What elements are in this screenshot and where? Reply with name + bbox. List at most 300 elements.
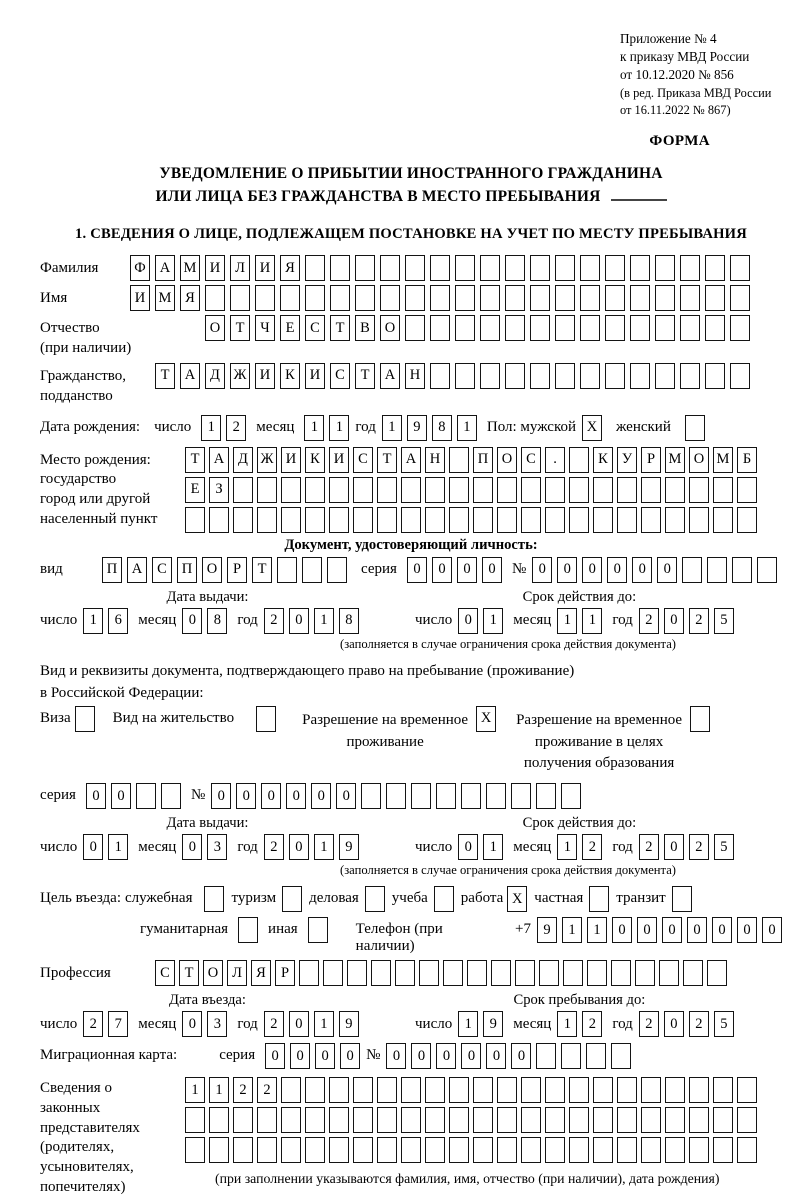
- char-cell[interactable]: [655, 285, 675, 311]
- char-cell[interactable]: 3: [207, 1011, 227, 1037]
- char-cell[interactable]: 0: [311, 783, 331, 809]
- char-cell[interactable]: [377, 1137, 397, 1163]
- char-cell[interactable]: 1: [314, 608, 334, 634]
- char-cell[interactable]: Б: [737, 447, 757, 473]
- char-cell[interactable]: [136, 783, 156, 809]
- char-cell[interactable]: Д: [205, 363, 225, 389]
- char-cell[interactable]: [329, 1077, 349, 1103]
- char-cell[interactable]: [233, 1137, 253, 1163]
- checkbox-cell[interactable]: X: [476, 706, 496, 732]
- char-cell[interactable]: [611, 960, 631, 986]
- char-cell[interactable]: 0: [290, 1043, 310, 1069]
- char-cell[interactable]: [689, 507, 709, 533]
- char-cell[interactable]: 7: [108, 1011, 128, 1037]
- char-cell[interactable]: [683, 960, 703, 986]
- char-cell[interactable]: [405, 285, 425, 311]
- char-cell[interactable]: К: [280, 363, 300, 389]
- char-cell[interactable]: [473, 477, 493, 503]
- char-cell[interactable]: [521, 1137, 541, 1163]
- char-cell[interactable]: [486, 783, 506, 809]
- char-cell[interactable]: [305, 1107, 325, 1133]
- char-cell[interactable]: [580, 315, 600, 341]
- char-cell[interactable]: [630, 255, 650, 281]
- char-cell[interactable]: [569, 1137, 589, 1163]
- char-cell[interactable]: 2: [264, 834, 284, 860]
- char-cell[interactable]: [732, 557, 752, 583]
- char-cell[interactable]: [380, 285, 400, 311]
- char-cell[interactable]: С: [305, 315, 325, 341]
- char-cell[interactable]: [449, 507, 469, 533]
- char-cell[interactable]: [480, 315, 500, 341]
- char-cell[interactable]: [185, 1107, 205, 1133]
- char-cell[interactable]: [281, 1077, 301, 1103]
- char-cell[interactable]: 0: [182, 1011, 202, 1037]
- char-cell[interactable]: [705, 315, 725, 341]
- char-cell[interactable]: [515, 960, 535, 986]
- char-cell[interactable]: [505, 255, 525, 281]
- char-cell[interactable]: А: [155, 255, 175, 281]
- char-cell[interactable]: [605, 285, 625, 311]
- char-cell[interactable]: 5: [714, 1011, 734, 1037]
- char-cell[interactable]: [521, 507, 541, 533]
- char-cell[interactable]: [713, 1137, 733, 1163]
- char-cell[interactable]: Я: [251, 960, 271, 986]
- char-cell[interactable]: [630, 285, 650, 311]
- checkbox-cell[interactable]: [685, 415, 705, 441]
- char-cell[interactable]: [705, 363, 725, 389]
- checkbox-cell[interactable]: [672, 886, 692, 912]
- char-cell[interactable]: Ф: [130, 255, 150, 281]
- char-cell[interactable]: [555, 315, 575, 341]
- char-cell[interactable]: [545, 1137, 565, 1163]
- char-cell[interactable]: М: [180, 255, 200, 281]
- char-cell[interactable]: [545, 1077, 565, 1103]
- char-cell[interactable]: [449, 477, 469, 503]
- char-cell[interactable]: [377, 1077, 397, 1103]
- char-cell[interactable]: [737, 507, 757, 533]
- char-cell[interactable]: [480, 285, 500, 311]
- char-cell[interactable]: 9: [339, 834, 359, 860]
- char-cell[interactable]: [561, 783, 581, 809]
- char-cell[interactable]: [680, 255, 700, 281]
- char-cell[interactable]: И: [329, 447, 349, 473]
- char-cell[interactable]: [305, 285, 325, 311]
- char-cell[interactable]: [680, 315, 700, 341]
- char-cell[interactable]: Е: [280, 315, 300, 341]
- char-cell[interactable]: [617, 477, 637, 503]
- char-cell[interactable]: 2: [233, 1077, 253, 1103]
- char-cell[interactable]: [617, 507, 637, 533]
- char-cell[interactable]: [730, 255, 750, 281]
- char-cell[interactable]: 0: [458, 834, 478, 860]
- char-cell[interactable]: 0: [211, 783, 231, 809]
- char-cell[interactable]: Т: [179, 960, 199, 986]
- char-cell[interactable]: [419, 960, 439, 986]
- char-cell[interactable]: [281, 507, 301, 533]
- char-cell[interactable]: [401, 477, 421, 503]
- char-cell[interactable]: 0: [687, 917, 707, 943]
- char-cell[interactable]: [757, 557, 777, 583]
- char-cell[interactable]: [280, 285, 300, 311]
- checkbox-cell[interactable]: [308, 917, 328, 943]
- char-cell[interactable]: Т: [185, 447, 205, 473]
- checkbox-cell[interactable]: [365, 886, 385, 912]
- char-cell[interactable]: Н: [405, 363, 425, 389]
- char-cell[interactable]: [641, 507, 661, 533]
- char-cell[interactable]: [605, 255, 625, 281]
- char-cell[interactable]: [330, 255, 350, 281]
- char-cell[interactable]: 1: [562, 917, 582, 943]
- char-cell[interactable]: [580, 363, 600, 389]
- char-cell[interactable]: [377, 507, 397, 533]
- char-cell[interactable]: Т: [155, 363, 175, 389]
- char-cell[interactable]: П: [102, 557, 122, 583]
- char-cell[interactable]: [505, 315, 525, 341]
- char-cell[interactable]: Р: [641, 447, 661, 473]
- char-cell[interactable]: 2: [639, 608, 659, 634]
- checkbox-cell[interactable]: X: [582, 415, 602, 441]
- char-cell[interactable]: [737, 1137, 757, 1163]
- char-cell[interactable]: [377, 477, 397, 503]
- char-cell[interactable]: [730, 315, 750, 341]
- char-cell[interactable]: [580, 285, 600, 311]
- char-cell[interactable]: 0: [340, 1043, 360, 1069]
- char-cell[interactable]: [255, 285, 275, 311]
- char-cell[interactable]: [430, 255, 450, 281]
- char-cell[interactable]: 2: [689, 834, 709, 860]
- char-cell[interactable]: [617, 1137, 637, 1163]
- char-cell[interactable]: 0: [289, 834, 309, 860]
- char-cell[interactable]: 0: [289, 608, 309, 634]
- char-cell[interactable]: [497, 1077, 517, 1103]
- char-cell[interactable]: [443, 960, 463, 986]
- checkbox-cell[interactable]: [282, 886, 302, 912]
- char-cell[interactable]: [617, 1107, 637, 1133]
- char-cell[interactable]: 9: [483, 1011, 503, 1037]
- char-cell[interactable]: [401, 1077, 421, 1103]
- char-cell[interactable]: [497, 477, 517, 503]
- char-cell[interactable]: 1: [557, 1011, 577, 1037]
- char-cell[interactable]: [545, 507, 565, 533]
- char-cell[interactable]: 0: [289, 1011, 309, 1037]
- char-cell[interactable]: 0: [461, 1043, 481, 1069]
- char-cell[interactable]: [299, 960, 319, 986]
- char-cell[interactable]: И: [205, 255, 225, 281]
- char-cell[interactable]: [713, 1077, 733, 1103]
- char-cell[interactable]: 2: [226, 415, 246, 441]
- char-cell[interactable]: [425, 1137, 445, 1163]
- char-cell[interactable]: 1: [201, 415, 221, 441]
- char-cell[interactable]: Т: [252, 557, 272, 583]
- char-cell[interactable]: 0: [407, 557, 427, 583]
- char-cell[interactable]: [329, 1137, 349, 1163]
- char-cell[interactable]: [665, 1077, 685, 1103]
- char-cell[interactable]: В: [355, 315, 375, 341]
- char-cell[interactable]: [593, 477, 613, 503]
- char-cell[interactable]: Л: [227, 960, 247, 986]
- char-cell[interactable]: 0: [582, 557, 602, 583]
- char-cell[interactable]: П: [177, 557, 197, 583]
- char-cell[interactable]: [401, 1107, 421, 1133]
- char-cell[interactable]: [257, 507, 277, 533]
- checkbox-cell[interactable]: [434, 886, 454, 912]
- char-cell[interactable]: [185, 1137, 205, 1163]
- char-cell[interactable]: 0: [486, 1043, 506, 1069]
- char-cell[interactable]: [737, 477, 757, 503]
- char-cell[interactable]: [641, 477, 661, 503]
- char-cell[interactable]: [497, 1107, 517, 1133]
- char-cell[interactable]: Т: [330, 315, 350, 341]
- char-cell[interactable]: [569, 1077, 589, 1103]
- char-cell[interactable]: И: [255, 255, 275, 281]
- char-cell[interactable]: [530, 363, 550, 389]
- char-cell[interactable]: [682, 557, 702, 583]
- char-cell[interactable]: [411, 783, 431, 809]
- char-cell[interactable]: [539, 960, 559, 986]
- char-cell[interactable]: 1: [209, 1077, 229, 1103]
- char-cell[interactable]: [530, 315, 550, 341]
- char-cell[interactable]: [713, 507, 733, 533]
- char-cell[interactable]: 1: [557, 608, 577, 634]
- char-cell[interactable]: 9: [339, 1011, 359, 1037]
- char-cell[interactable]: 0: [607, 557, 627, 583]
- char-cell[interactable]: [449, 447, 469, 473]
- char-cell[interactable]: 0: [436, 1043, 456, 1069]
- checkbox-cell[interactable]: [690, 706, 710, 732]
- char-cell[interactable]: [257, 1107, 277, 1133]
- char-cell[interactable]: [377, 1107, 397, 1133]
- char-cell[interactable]: 2: [83, 1011, 103, 1037]
- char-cell[interactable]: О: [380, 315, 400, 341]
- char-cell[interactable]: 2: [264, 1011, 284, 1037]
- char-cell[interactable]: Ж: [257, 447, 277, 473]
- char-cell[interactable]: [455, 285, 475, 311]
- char-cell[interactable]: [327, 557, 347, 583]
- char-cell[interactable]: 8: [339, 608, 359, 634]
- char-cell[interactable]: Т: [355, 363, 375, 389]
- checkbox-cell[interactable]: X: [507, 886, 527, 912]
- char-cell[interactable]: 2: [264, 608, 284, 634]
- char-cell[interactable]: [480, 363, 500, 389]
- char-cell[interactable]: [497, 507, 517, 533]
- char-cell[interactable]: [395, 960, 415, 986]
- char-cell[interactable]: [281, 1107, 301, 1133]
- char-cell[interactable]: 0: [557, 557, 577, 583]
- char-cell[interactable]: К: [593, 447, 613, 473]
- char-cell[interactable]: [605, 363, 625, 389]
- char-cell[interactable]: [405, 315, 425, 341]
- char-cell[interactable]: Я: [280, 255, 300, 281]
- char-cell[interactable]: [305, 1137, 325, 1163]
- char-cell[interactable]: [689, 477, 709, 503]
- char-cell[interactable]: [233, 1107, 253, 1133]
- char-cell[interactable]: И: [255, 363, 275, 389]
- char-cell[interactable]: [161, 783, 181, 809]
- char-cell[interactable]: [555, 363, 575, 389]
- char-cell[interactable]: И: [130, 285, 150, 311]
- char-cell[interactable]: [467, 960, 487, 986]
- char-cell[interactable]: Л: [230, 255, 250, 281]
- char-cell[interactable]: 0: [712, 917, 732, 943]
- char-cell[interactable]: 3: [207, 834, 227, 860]
- char-cell[interactable]: 0: [664, 834, 684, 860]
- char-cell[interactable]: А: [180, 363, 200, 389]
- char-cell[interactable]: 0: [511, 1043, 531, 1069]
- char-cell[interactable]: [730, 285, 750, 311]
- char-cell[interactable]: [430, 315, 450, 341]
- char-cell[interactable]: [473, 1137, 493, 1163]
- char-cell[interactable]: 0: [482, 557, 502, 583]
- char-cell[interactable]: С: [155, 960, 175, 986]
- char-cell[interactable]: [305, 477, 325, 503]
- char-cell[interactable]: 0: [662, 917, 682, 943]
- char-cell[interactable]: О: [202, 557, 222, 583]
- char-cell[interactable]: О: [497, 447, 517, 473]
- char-cell[interactable]: [580, 255, 600, 281]
- char-cell[interactable]: [401, 507, 421, 533]
- char-cell[interactable]: [209, 1137, 229, 1163]
- char-cell[interactable]: 1: [582, 608, 602, 634]
- char-cell[interactable]: [425, 477, 445, 503]
- char-cell[interactable]: [563, 960, 583, 986]
- char-cell[interactable]: [545, 477, 565, 503]
- char-cell[interactable]: [355, 285, 375, 311]
- char-cell[interactable]: А: [401, 447, 421, 473]
- char-cell[interactable]: [641, 1137, 661, 1163]
- char-cell[interactable]: У: [617, 447, 637, 473]
- char-cell[interactable]: 2: [639, 834, 659, 860]
- char-cell[interactable]: 1: [587, 917, 607, 943]
- char-cell[interactable]: [530, 255, 550, 281]
- char-cell[interactable]: С: [152, 557, 172, 583]
- char-cell[interactable]: Р: [275, 960, 295, 986]
- char-cell[interactable]: [473, 507, 493, 533]
- char-cell[interactable]: Т: [377, 447, 397, 473]
- checkbox-cell[interactable]: [204, 886, 224, 912]
- char-cell[interactable]: [705, 255, 725, 281]
- char-cell[interactable]: 9: [407, 415, 427, 441]
- char-cell[interactable]: З: [209, 477, 229, 503]
- char-cell[interactable]: [491, 960, 511, 986]
- char-cell[interactable]: [353, 477, 373, 503]
- char-cell[interactable]: 0: [236, 783, 256, 809]
- char-cell[interactable]: [569, 507, 589, 533]
- char-cell[interactable]: 0: [411, 1043, 431, 1069]
- char-cell[interactable]: К: [305, 447, 325, 473]
- char-cell[interactable]: [371, 960, 391, 986]
- char-cell[interactable]: 0: [457, 557, 477, 583]
- char-cell[interactable]: [305, 1077, 325, 1103]
- char-cell[interactable]: [713, 477, 733, 503]
- char-cell[interactable]: 1: [483, 834, 503, 860]
- char-cell[interactable]: Я: [180, 285, 200, 311]
- char-cell[interactable]: [405, 255, 425, 281]
- char-cell[interactable]: [593, 507, 613, 533]
- char-cell[interactable]: [641, 1077, 661, 1103]
- char-cell[interactable]: [305, 507, 325, 533]
- checkbox-cell[interactable]: [75, 706, 95, 732]
- char-cell[interactable]: [330, 285, 350, 311]
- char-cell[interactable]: [655, 255, 675, 281]
- char-cell[interactable]: [505, 363, 525, 389]
- char-cell[interactable]: [635, 960, 655, 986]
- char-cell[interactable]: [630, 315, 650, 341]
- char-cell[interactable]: [430, 285, 450, 311]
- char-cell[interactable]: 0: [111, 783, 131, 809]
- char-cell[interactable]: [347, 960, 367, 986]
- char-cell[interactable]: И: [281, 447, 301, 473]
- char-cell[interactable]: [329, 507, 349, 533]
- char-cell[interactable]: [380, 255, 400, 281]
- char-cell[interactable]: [425, 1077, 445, 1103]
- char-cell[interactable]: Е: [185, 477, 205, 503]
- char-cell[interactable]: [449, 1107, 469, 1133]
- char-cell[interactable]: Ж: [230, 363, 250, 389]
- char-cell[interactable]: [555, 255, 575, 281]
- char-cell[interactable]: [281, 1137, 301, 1163]
- char-cell[interactable]: [257, 1137, 277, 1163]
- char-cell[interactable]: 2: [689, 608, 709, 634]
- char-cell[interactable]: М: [665, 447, 685, 473]
- char-cell[interactable]: [355, 255, 375, 281]
- char-cell[interactable]: 0: [612, 917, 632, 943]
- char-cell[interactable]: 0: [664, 608, 684, 634]
- char-cell[interactable]: [730, 363, 750, 389]
- char-cell[interactable]: М: [155, 285, 175, 311]
- char-cell[interactable]: 0: [386, 1043, 406, 1069]
- char-cell[interactable]: 0: [664, 1011, 684, 1037]
- char-cell[interactable]: 0: [532, 557, 552, 583]
- char-cell[interactable]: [593, 1107, 613, 1133]
- char-cell[interactable]: С: [353, 447, 373, 473]
- char-cell[interactable]: [655, 315, 675, 341]
- char-cell[interactable]: [737, 1107, 757, 1133]
- char-cell[interactable]: 9: [537, 917, 557, 943]
- char-cell[interactable]: [521, 1107, 541, 1133]
- char-cell[interactable]: [305, 255, 325, 281]
- char-cell[interactable]: 1: [329, 415, 349, 441]
- char-cell[interactable]: О: [205, 315, 225, 341]
- char-cell[interactable]: 8: [207, 608, 227, 634]
- char-cell[interactable]: [361, 783, 381, 809]
- char-cell[interactable]: [536, 783, 556, 809]
- char-cell[interactable]: 0: [458, 608, 478, 634]
- char-cell[interactable]: 1: [483, 608, 503, 634]
- char-cell[interactable]: [473, 1107, 493, 1133]
- char-cell[interactable]: Р: [227, 557, 247, 583]
- char-cell[interactable]: [665, 1107, 685, 1133]
- char-cell[interactable]: [257, 477, 277, 503]
- char-cell[interactable]: [425, 507, 445, 533]
- char-cell[interactable]: [605, 315, 625, 341]
- char-cell[interactable]: [630, 363, 650, 389]
- char-cell[interactable]: [233, 477, 253, 503]
- char-cell[interactable]: 2: [639, 1011, 659, 1037]
- char-cell[interactable]: [737, 1077, 757, 1103]
- char-cell[interactable]: [473, 1077, 493, 1103]
- char-cell[interactable]: [587, 960, 607, 986]
- char-cell[interactable]: [689, 1077, 709, 1103]
- char-cell[interactable]: Н: [425, 447, 445, 473]
- char-cell[interactable]: [233, 507, 253, 533]
- char-cell[interactable]: 0: [657, 557, 677, 583]
- char-cell[interactable]: [617, 1077, 637, 1103]
- char-cell[interactable]: [713, 1107, 733, 1133]
- char-cell[interactable]: [689, 1107, 709, 1133]
- char-cell[interactable]: С: [330, 363, 350, 389]
- char-cell[interactable]: [641, 1107, 661, 1133]
- checkbox-cell[interactable]: [238, 917, 258, 943]
